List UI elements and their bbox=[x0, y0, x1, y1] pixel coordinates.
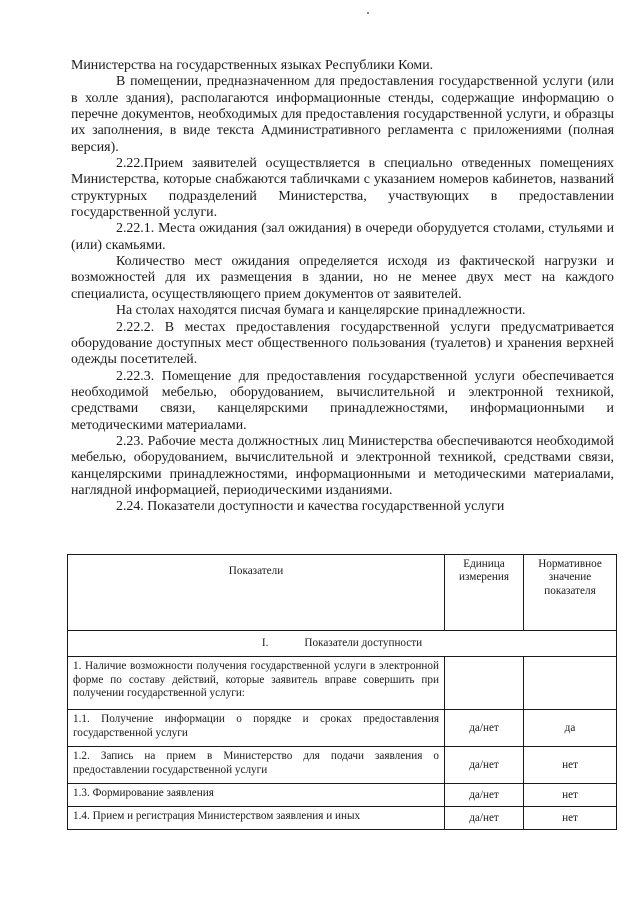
row-value: да bbox=[524, 710, 617, 747]
paragraph: 2.22.2. В местах предоставления государственной услуги предусматривается оборудование доступных мест общественного пользования (туалетов) и хранения верхней одежды посетителей. bbox=[71, 319, 614, 368]
section-row bbox=[68, 631, 617, 657]
paragraph: 2.22.1. Места ожидания (зал ожидания) в очереди оборудуется столами, стульями и (или) скамьями. bbox=[71, 221, 614, 253]
row-label: 1. Наличие возможности получения государственной услуги в электронной форме по составу действий, которые заявитель вправе совершить при получении государственной услуги: bbox=[68, 657, 445, 710]
indicators-table bbox=[67, 554, 617, 830]
paragraph: В помещении, предназначенном для предоставления государственной услуги (или в холле здания), располагаются информационные стенды, содержащие информацию о перечне документов, необходимых для предоставления государственной услуги, и образцы их заполнения, в виде текста Административного регламента с приложениями (полная версия). bbox=[71, 74, 614, 155]
table-row bbox=[68, 710, 617, 747]
paragraph: Министерства на государственных языках Республики Коми. bbox=[71, 58, 434, 73]
row-value: нет bbox=[524, 807, 617, 830]
row-value bbox=[524, 657, 617, 710]
paragraph: 2.24. Показатели доступности и качества государственной услуги bbox=[116, 499, 505, 515]
header-norm: Нормативное значение показателя bbox=[524, 555, 617, 631]
section-title bbox=[68, 631, 617, 657]
section-number: I. bbox=[261, 637, 269, 649]
table-row bbox=[68, 747, 617, 784]
row-unit: да/нет bbox=[445, 807, 524, 830]
row-value: нет bbox=[524, 784, 617, 807]
row-unit: да/нет bbox=[445, 710, 524, 747]
paragraph: 2.22.Прием заявителей осуществляется в специально отведенных помещениях Министерства, которые снабжаются табличками с указанием номеров кабинетов, названий структурных подразделений Министерства, участвующих в предоставлении государственной услуги. bbox=[71, 156, 614, 221]
row-unit: да/нет bbox=[445, 747, 524, 784]
paragraph: 2.23. Рабочие места должностных лиц Министерства обеспечиваются необходимой мебелью, оборудованием, вычислительной и электронной техникой, средствами связи, канцелярскими принадлежностями, информационными и методическими материалами, наглядной информацией, периодическими изданиями. bbox=[71, 433, 614, 498]
section-label: Показатели доступности bbox=[304, 637, 423, 649]
paragraph: 2.22.3. Помещение для предоставления государственной услуги обеспечивается необходимой мебелью, оборудованием, вычислительной и электронной техникой, средствами связи, канцелярскими принадлежностями, информационными и методическими материалами. bbox=[71, 368, 614, 433]
table-row bbox=[68, 657, 617, 710]
paragraph: На столах находятся писчая бумага и канцелярские принадлежности. bbox=[116, 303, 526, 319]
scan-speck bbox=[367, 12, 369, 14]
row-unit bbox=[445, 657, 524, 710]
row-label: 1.1. Получение информации о порядке и сроках предоставления государственной услуги bbox=[68, 710, 445, 747]
table-row bbox=[68, 784, 617, 807]
row-label: 1.2. Запись на прием в Министерство для подачи заявления о предоставлении государственной услуги bbox=[68, 747, 445, 784]
row-value: нет bbox=[524, 747, 617, 784]
body-text bbox=[71, 58, 614, 516]
header-unit: Единица измерения bbox=[445, 555, 524, 631]
row-label: 1.4. Прием и регистрация Министерством заявления и иных bbox=[68, 807, 445, 830]
header-indicators: Показатели bbox=[68, 555, 445, 631]
row-label: 1.3. Формирование заявления bbox=[68, 784, 445, 807]
paragraph: Количество мест ожидания определяется исходя из фактической нагрузки и возможностей для их размещения в здании, но не менее двух мест на каждого специалиста, осуществляющего прием документов от заявителей. bbox=[71, 254, 614, 302]
table-row bbox=[68, 807, 617, 830]
table-header-row bbox=[68, 555, 617, 631]
row-unit: да/нет bbox=[445, 784, 524, 807]
